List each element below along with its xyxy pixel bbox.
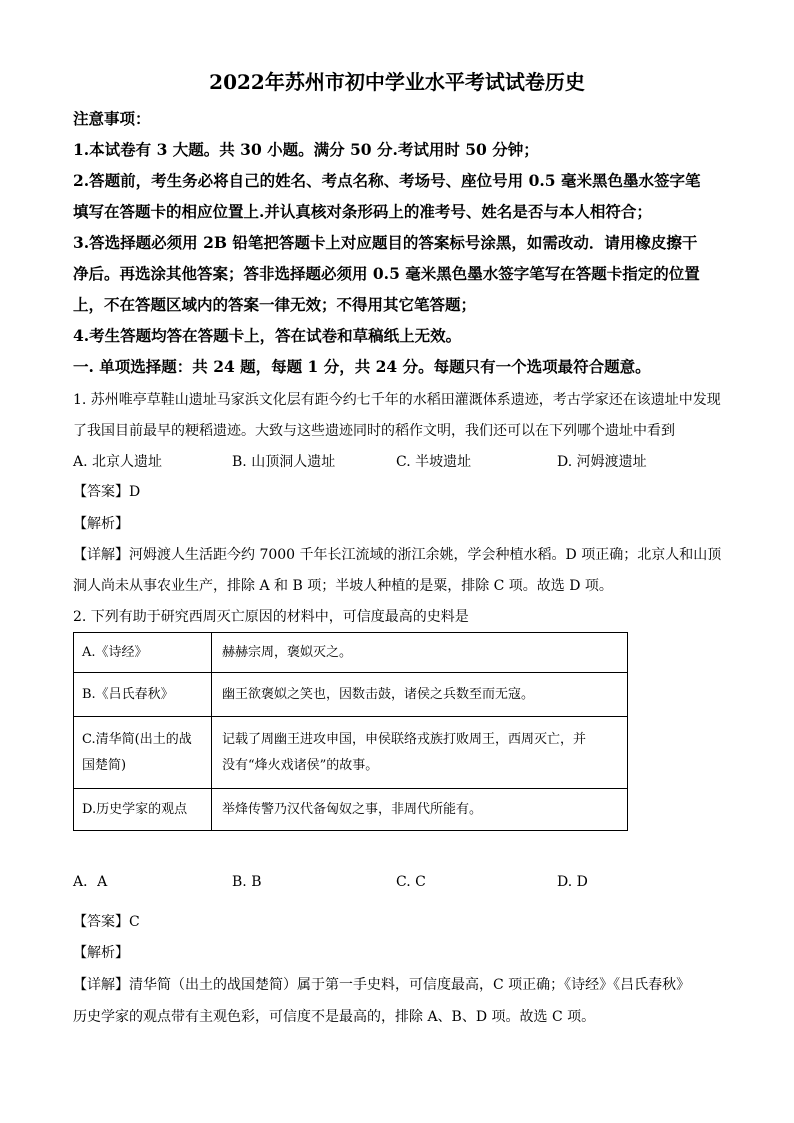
question-2-option-a: A．A bbox=[73, 874, 108, 890]
question-2-analysis: 【解析】 bbox=[73, 945, 129, 961]
table-source-cell: B.《吕氏春秋》 bbox=[74, 673, 212, 717]
table-row bbox=[74, 789, 628, 831]
table-content-cell: 赫赫宗周，褒姒灭之。 bbox=[212, 633, 628, 673]
table-source-cell: D.历史学家的观点 bbox=[74, 789, 212, 831]
table-source-cell: C.清华简(出土的战 国楚简) bbox=[74, 717, 212, 789]
notice-line: 填写在答题卡的相应位置上.并认真核对条形码上的准考号、姓名是否与本人相符合； bbox=[73, 202, 652, 221]
question-2-answer: 【答案】C bbox=[73, 914, 140, 930]
section-heading: 一. 单项选择题：共 24 题，每题 1 分，共 24 分。每题只有一个选项最符合题意。 bbox=[73, 357, 651, 376]
question-1-stem: 1. 苏州唯亭草鞋山遗址马家浜文化层有距今约七千年的水稻田灌溉体系遗迹，考古学家还在该遗址中发现 bbox=[73, 392, 721, 408]
notice-line: 1.本试卷有 3 大题。共 30 小题。满分 50 分.考试用时 50 分钟； bbox=[73, 140, 539, 159]
question-1-analysis: 【解析】 bbox=[73, 516, 129, 532]
notice-line: 上，不在答题区域内的答案一律无效；不得用其它笔答题； bbox=[73, 295, 477, 314]
question-2-detail: 【详解】清华简（出土的战国楚简）属于第一手史料，可信度最高，C 项正确；《诗经》《吕氏春秋》 bbox=[73, 977, 691, 993]
table-row bbox=[74, 717, 628, 789]
table-row bbox=[74, 673, 628, 717]
notice-line: 2.答题前，考生务必将自己的姓名、考点名称、考场号、座位号用 0.5 毫米黑色墨水签字笔 bbox=[73, 171, 701, 190]
question-1-detail: 洞人尚未从事农业生产，排除 A 和 B 项；半坡人种植的是粟，排除 C 项。故选 D 项。 bbox=[73, 578, 613, 594]
question-1-detail: 【详解】河姆渡人生活距今约 7000 千年长江流域的浙江余姚，学会种植水稻。D 项正确；北京人和山顶 bbox=[73, 547, 722, 563]
page-title: 2022年苏州市初中学业水平考试试卷历史 bbox=[209, 70, 585, 94]
table-content-cell: 举烽传警乃汉代备匈奴之事，非周代所能有。 bbox=[212, 789, 628, 831]
question-1-option-c: C. 半坡遗址 bbox=[396, 454, 472, 470]
question-2-stem: 2. 下列有助于研究西周灭亡原因的材料中，可信度最高的史料是 bbox=[73, 609, 469, 625]
table-content-cell: 幽王欲褒姒之笑也，因数击鼓，诸侯之兵数至而无寇。 bbox=[212, 673, 628, 717]
question-2-option-c: C. C bbox=[396, 874, 426, 890]
question-1-answer: 【答案】D bbox=[73, 484, 141, 500]
table-source-cell: A.《诗经》 bbox=[74, 633, 212, 673]
notice-line: 4.考生答题均答在答题卡上，答在试卷和草稿纸上无效。 bbox=[73, 326, 462, 345]
question-2-option-b: B. B bbox=[232, 874, 262, 890]
question-1-stem: 了我国目前最早的粳稻遗迹。大致与这些遗迹同时的稻作文明，我们还可以在下列哪个遗址中看到 bbox=[73, 423, 675, 439]
table-row bbox=[74, 633, 628, 673]
notice-heading: 注意事项： bbox=[73, 109, 151, 128]
question-1-option-b: B. 山顶洞人遗址 bbox=[232, 454, 336, 470]
question-1-option-d: D. 河姆渡遗址 bbox=[557, 454, 647, 470]
question-2-option-d: D. D bbox=[557, 874, 588, 890]
question-1-option-a: A. 北京人遗址 bbox=[73, 454, 163, 470]
notice-line: 3.答选择题必须用 2B 铅笔把答题卡上对应题目的答案标号涂黑，如需改动．请用橡皮擦干 bbox=[73, 233, 698, 252]
question-2-detail: 历史学家的观点带有主观色彩，可信度不是最高的，排除 A、B、D 项。故选 C 项。 bbox=[73, 1009, 596, 1025]
table-content-cell: 记载了周幽王进攻申国，申侯联络戎族打败周王，西周灭亡，并 没有“烽火戏诸侯”的故事。 bbox=[212, 717, 628, 789]
source-table bbox=[73, 632, 628, 831]
notice-line: 净后。再选涂其他答案；答非选择题必须用 0.5 毫米黑色墨水签字笔写在答题卡指定的位置 bbox=[73, 264, 700, 283]
